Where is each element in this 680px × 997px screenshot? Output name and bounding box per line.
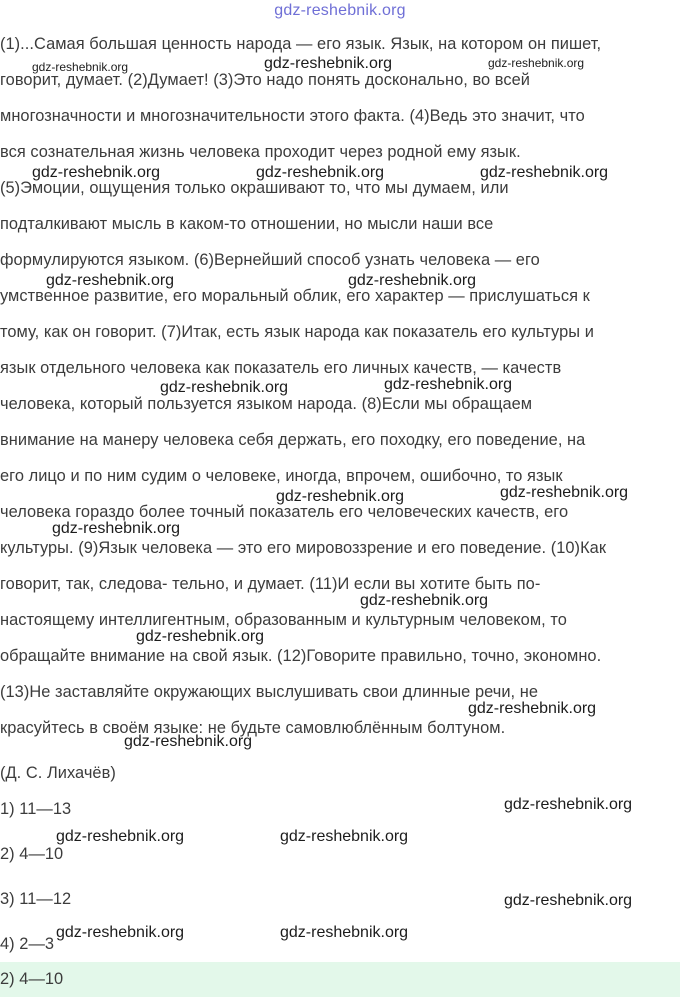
watermark: gdz-reshebnik.org <box>280 828 409 845</box>
option-1[interactable]: 1) 11—13 <box>0 800 72 818</box>
text-line: умственное развитие, его моральный облик, его характер — прислушаться к <box>0 287 590 305</box>
watermark: gdz-reshebnik.org <box>348 272 477 289</box>
watermark: gdz-reshebnik.org <box>500 484 629 501</box>
watermark: gdz-reshebnik.org <box>160 379 289 396</box>
text-line: культуры. (9)Язык человека — это его мировоззрение и его поведение. (10)Как <box>0 539 607 557</box>
text-line: вся сознательная жизнь человека проходит через родной ему язык. <box>0 143 521 161</box>
watermark: gdz-reshebnik.org <box>46 272 175 289</box>
watermark: gdz-reshebnik.org <box>124 733 253 750</box>
watermark: gdz-reshebnik.org <box>52 520 181 537</box>
text-line: красуйтесь в своём языке: не будьте самовлюблённым болтуном. <box>0 719 506 737</box>
text-line: подталкивают мысль в каком-то отношении, но мысли наши все <box>0 215 494 233</box>
watermark: gdz-reshebnik.org <box>264 55 393 72</box>
text-line: говорит, так, следова- тельно, и думает. (11)И если вы хотите быть по- <box>0 575 541 593</box>
watermark: gdz-reshebnik.org <box>276 488 405 505</box>
option-2[interactable]: 2) 4—10 <box>0 845 64 863</box>
author-line: (Д. С. Лихачёв) <box>0 764 116 782</box>
text-line: человека гораздо более точный показатель его человеческих качеств, его <box>0 503 569 521</box>
text-line: (1)...Самая большая ценность народа — его язык. Язык, на котором он пишет, <box>0 35 602 53</box>
watermark: gdz-reshebnik.org <box>468 700 597 717</box>
text-line: (13)Не заставляйте окружающих выслушивать свои длинные речи, не <box>0 683 539 701</box>
option-4[interactable]: 4) 2—3 <box>0 935 55 953</box>
header-watermark[interactable]: gdz-reshebnik.org <box>274 2 406 19</box>
watermark: gdz-reshebnik.org <box>480 164 609 181</box>
watermark: gdz-reshebnik.org <box>488 56 585 70</box>
text-line: (5)Эмоции, ощущения только окрашивают то, что мы думаем, или <box>0 179 509 197</box>
option-3[interactable]: 3) 11—12 <box>0 890 72 908</box>
watermark: gdz-reshebnik.org <box>256 164 385 181</box>
text-line: настоящему интеллигентным, образованным и культурным человеком, то <box>0 611 567 629</box>
watermark: gdz-reshebnik.org <box>32 164 161 181</box>
text-line: внимание на манеру человека себя держать, его походку, его поведение, на <box>0 431 586 449</box>
watermark: gdz-reshebnik.org <box>136 628 265 645</box>
watermark: gdz-reshebnik.org <box>360 592 489 609</box>
site-header <box>0 0 680 26</box>
watermark: gdz-reshebnik.org <box>56 828 185 845</box>
text-line: обращайте внимание на свой язык. (12)Говорите правильно, точно, экономно. <box>0 647 602 665</box>
watermark: gdz-reshebnik.org <box>56 924 185 941</box>
watermark: gdz-reshebnik.org <box>504 796 633 813</box>
answer-text: 2) 4—10 <box>0 970 64 988</box>
watermark: gdz-reshebnik.org <box>32 60 129 74</box>
watermark: gdz-reshebnik.org <box>384 376 513 393</box>
text-line: человека, который пользуется языком народа. (8)Если мы обращаем <box>0 395 533 413</box>
text-line: многозначности и многозначительности этого факта. (4)Ведь это значит, что <box>0 107 585 125</box>
text-line: говорит, думает. (2)Думает! (3)Это надо понять досконально, во всей <box>0 71 530 89</box>
text-line: тому, как он говорит. (7)Итак, есть язык народа как показатель его культуры и <box>0 323 594 341</box>
text-line: его лицо и по ним судим о человеке, иногда, впрочем, ошибочно, то язык <box>0 467 563 485</box>
text-line: формулируются языком. (6)Вернейший способ узнать человека — его <box>0 251 540 269</box>
correct-answer <box>0 962 680 997</box>
watermark: gdz-reshebnik.org <box>504 892 633 909</box>
text-line: язык отдельного человека как показатель его личных качеств, — качеств <box>0 359 562 377</box>
watermark: gdz-reshebnik.org <box>280 924 409 941</box>
